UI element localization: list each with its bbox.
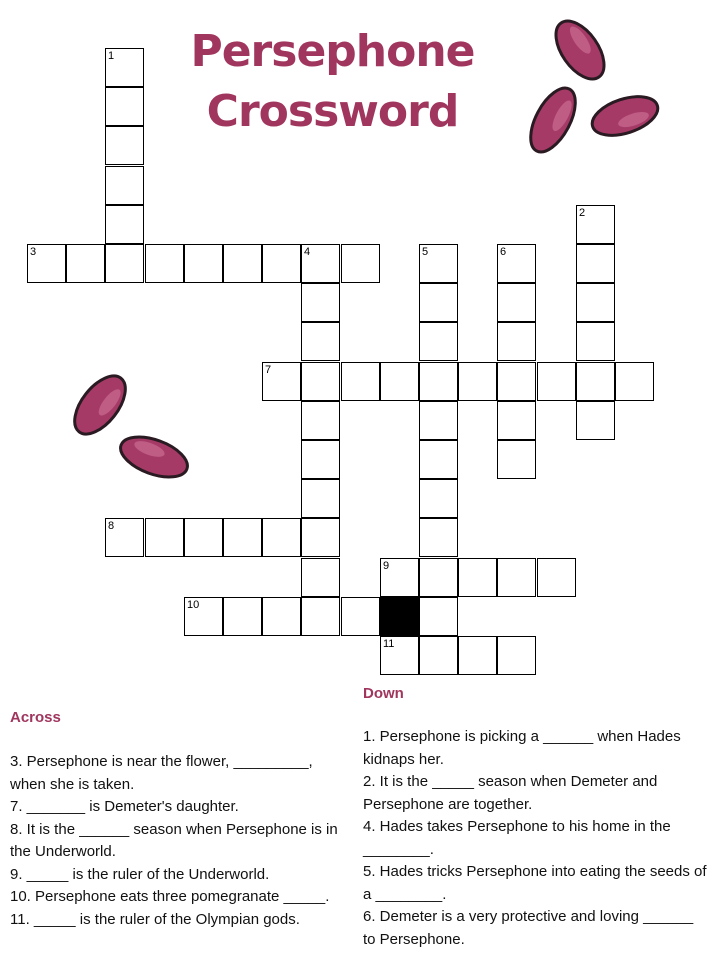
- crossword-cell[interactable]: [419, 440, 458, 479]
- across-clue: 10. Persephone eats three pomegranate _____.: [10, 888, 330, 905]
- crossword-cell[interactable]: [497, 283, 536, 322]
- crossword-cell[interactable]: [105, 126, 144, 165]
- down-clue-list: [363, 726, 708, 951]
- clue-number: 10: [187, 599, 200, 611]
- clue-number: 1: [108, 50, 115, 62]
- crossword-cell[interactable]: [262, 362, 301, 401]
- clue-number: 2: [579, 207, 586, 219]
- crossword-cell[interactable]: [576, 322, 615, 361]
- crossword-cell[interactable]: [105, 244, 144, 283]
- crossword-cell[interactable]: [497, 244, 536, 283]
- crossword-cell[interactable]: [223, 518, 262, 557]
- crossword-cell[interactable]: [301, 597, 340, 636]
- down-clue: 5. Hades tricks Persephone into eating the seeds of a ________.: [363, 863, 707, 903]
- crossword-cell[interactable]: [341, 244, 380, 283]
- crossword-cell[interactable]: [537, 558, 576, 597]
- crossword-cell[interactable]: [184, 518, 223, 557]
- crossword-cell[interactable]: [419, 597, 458, 636]
- clue-number: 11: [383, 638, 395, 650]
- crossword-cell[interactable]: [419, 479, 458, 518]
- across-heading: Across: [10, 709, 61, 726]
- crossword-cell[interactable]: [419, 636, 458, 675]
- crossword-cell[interactable]: [341, 362, 380, 401]
- crossword-cell[interactable]: [223, 597, 262, 636]
- crossword-cell[interactable]: [497, 440, 536, 479]
- crossword-cell[interactable]: [615, 362, 654, 401]
- crossword-cell[interactable]: [66, 244, 105, 283]
- crossword-cell[interactable]: [419, 283, 458, 322]
- crossword-cell[interactable]: [105, 166, 144, 205]
- crossword-cell[interactable]: [301, 401, 340, 440]
- crossword-cell[interactable]: [27, 244, 66, 283]
- crossword-cell[interactable]: [576, 205, 615, 244]
- across-clue: 11. _____ is the ruler of the Olympian gods.: [10, 910, 300, 928]
- crossword-cell[interactable]: [458, 636, 497, 675]
- crossword-cell[interactable]: [419, 244, 458, 283]
- crossword-cell[interactable]: [419, 362, 458, 401]
- title-line-1: Persephone: [190, 26, 475, 77]
- crossword-cell[interactable]: [576, 401, 615, 440]
- crossword-cell[interactable]: [262, 244, 301, 283]
- crossword-cell[interactable]: [458, 362, 497, 401]
- crossword-cell[interactable]: [301, 362, 340, 401]
- crossword-cell[interactable]: [105, 48, 144, 87]
- down-clues: [363, 684, 708, 951]
- across-clue: 7. _______ is Demeter's daughter.: [10, 798, 239, 815]
- crossword-cell[interactable]: [105, 87, 144, 126]
- crossword-cell[interactable]: [497, 401, 536, 440]
- crossword-cell[interactable]: [184, 597, 223, 636]
- crossword-cell[interactable]: [301, 440, 340, 479]
- crossword-cell[interactable]: [341, 597, 380, 636]
- across-clue: 3. Persephone is near the flower, _________, when she is taken.: [10, 753, 313, 793]
- crossword-cell[interactable]: [301, 244, 340, 283]
- clue-number: 8: [108, 520, 115, 532]
- crossword-cell[interactable]: [576, 283, 615, 322]
- crossword-cell[interactable]: [419, 558, 458, 597]
- across-clue: 9. _____ is the ruler of the Underworld.: [10, 865, 270, 883]
- crossword-cell[interactable]: [301, 518, 340, 557]
- across-clue-list: [10, 751, 345, 931]
- crossword-cell[interactable]: [223, 244, 262, 283]
- crossword-cell[interactable]: [497, 322, 536, 361]
- down-clue: 6. Demeter is a very protective and loving ______ to Persephone.: [363, 908, 694, 948]
- crossword-cell[interactable]: [576, 362, 615, 401]
- crossword-cell[interactable]: [145, 244, 184, 283]
- crossword-cell[interactable]: [458, 558, 497, 597]
- crossword-cell[interactable]: [301, 479, 340, 518]
- clue-number: 3: [30, 246, 37, 258]
- clue-number: 7: [265, 364, 272, 376]
- crossword-cell[interactable]: [576, 244, 615, 283]
- clue-number: 5: [422, 246, 429, 258]
- down-clue: 1. Persephone is picking a ______ when Hades kidnaps her.: [363, 728, 681, 768]
- crossword-cell[interactable]: [184, 244, 223, 283]
- crossword-cell[interactable]: [419, 322, 458, 361]
- crossword-cell[interactable]: [380, 362, 419, 401]
- crossword-cell[interactable]: [145, 518, 184, 557]
- across-clues: [10, 708, 345, 931]
- clue-number: 6: [500, 246, 507, 258]
- crossword-cell-blocked: [380, 597, 419, 636]
- crossword-cell[interactable]: [497, 636, 536, 675]
- crossword-cell[interactable]: [380, 558, 419, 597]
- crossword-cell[interactable]: [262, 518, 301, 557]
- crossword-cell[interactable]: [497, 362, 536, 401]
- crossword-cell[interactable]: [262, 597, 301, 636]
- across-clue: 8. It is the ______ season when Persephone is in the Underworld.: [10, 820, 338, 860]
- crossword-cell[interactable]: [301, 558, 340, 597]
- clue-number: 9: [383, 560, 390, 572]
- clue-number: 4: [304, 246, 311, 258]
- crossword-cell[interactable]: [301, 283, 340, 322]
- down-heading: Down: [363, 685, 404, 702]
- crossword-cell[interactable]: [537, 362, 576, 401]
- crossword-cell[interactable]: [105, 518, 144, 557]
- crossword-cell[interactable]: [419, 401, 458, 440]
- down-clue: 2. It is the _____ season when Demeter and Persephone are together.: [363, 773, 658, 813]
- title-line-2: Crossword: [206, 86, 459, 137]
- crossword-cell[interactable]: [380, 636, 419, 675]
- crossword-cell[interactable]: [301, 322, 340, 361]
- crossword-cell[interactable]: [105, 205, 144, 244]
- down-clue: 4. Hades takes Persephone to his home in the ________.: [363, 818, 671, 858]
- crossword-cell[interactable]: [419, 518, 458, 557]
- crossword-cell[interactable]: [497, 558, 536, 597]
